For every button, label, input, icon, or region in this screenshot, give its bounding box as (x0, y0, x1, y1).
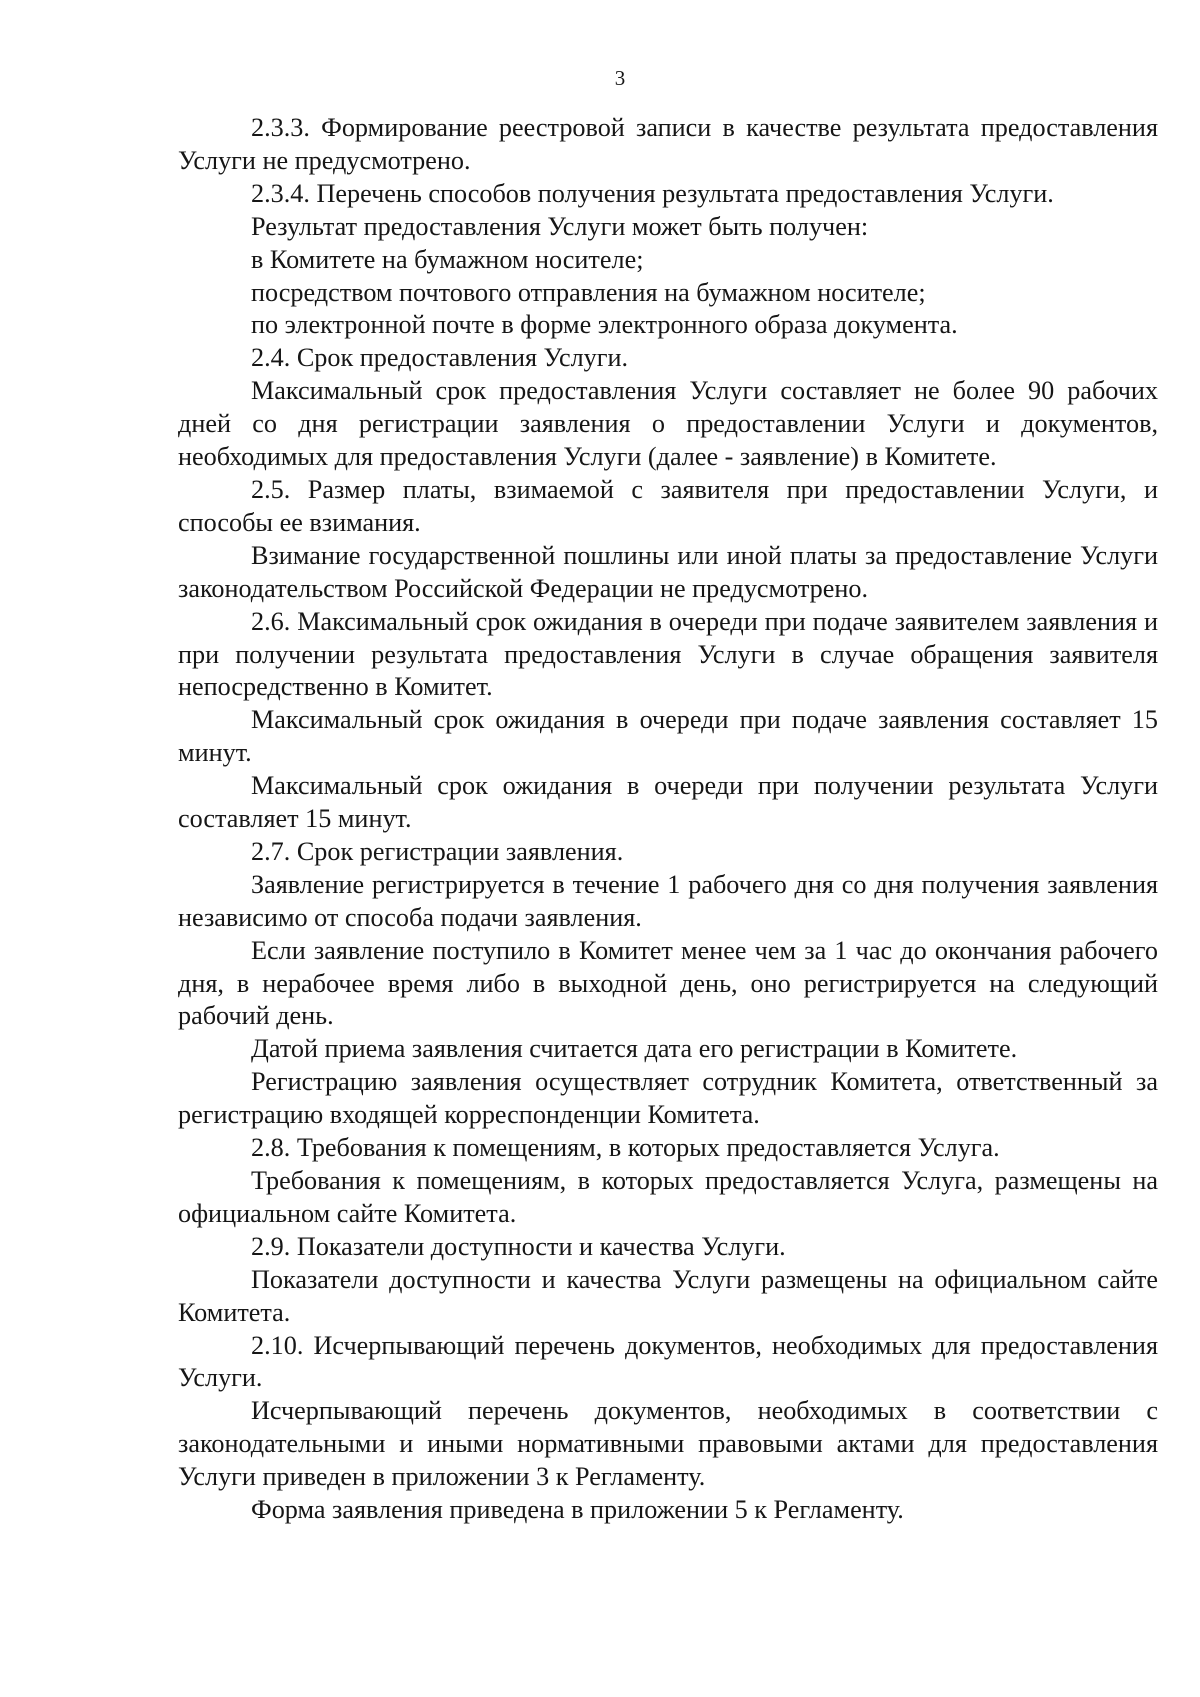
paragraph-registration-officer: Регистрацию заявления осуществляет сотрудник Комитета, ответственный за регистрацию входящей корреспонденции Комитета. (178, 1067, 1158, 1130)
paragraph-result-ways-intro: Результат предоставления Услуги может быть получен: (251, 211, 869, 241)
paragraph-acceptance-date: Датой приема заявления считается дата его регистрации в Комитете. (251, 1034, 1018, 1064)
paragraph-registration-term: Заявление регистрируется в течение 1 рабочего дня со дня получения заявления независимо от способа подачи заявления. (178, 869, 1158, 932)
paragraph-result-way-post: посредством почтового отправления на бумажном носителе; (251, 277, 926, 307)
paragraph-2-8: 2.8. Требования к помещениям, в которых предоставляется Услуга. (251, 1133, 1000, 1163)
paragraph-2-5: 2.5. Размер платы, взимаемой с заявителя при предоставлении Услуги, и способы ее взимания. (178, 474, 1158, 537)
paragraph-quality-indicators: Показатели доступности и качества Услуги размещены на официальном сайте Комитета. (178, 1264, 1158, 1327)
paragraph-2-10: 2.10. Исчерпывающий перечень документов, необходимых для предоставления Услуги. (178, 1330, 1158, 1393)
paragraph-2-3-3: 2.3.3. Формирование реестровой записи в качестве результата предоставления Услуги не предусмотрено. (178, 113, 1158, 175)
paragraph-2-4: 2.4. Срок предоставления Услуги. (251, 343, 629, 373)
document-body (178, 112, 1158, 1527)
paragraph-2-6: 2.6. Максимальный срок ожидания в очереди при подаче заявителем заявления и при получении результата предоставления Услуги в случае обращения заявителя непосредственно в Комитет. (178, 606, 1158, 702)
paragraph-documents-list: Исчерпывающий перечень документов, необходимых в соответствии с законодательными и иными нормативными правовыми актами для предоставления Услуги приведен в приложении 3 к Регламенту. (178, 1396, 1158, 1492)
paragraph-premises-requirements: Требования к помещениям, в которых предоставляется Услуга, размещены на официальном сайте Комитета. (178, 1166, 1158, 1228)
paragraph-application-form: Форма заявления приведена в приложении 5 к Регламенту. (251, 1495, 904, 1525)
paragraph-queue-submission: Максимальный срок ожидания в очереди при подаче заявления составляет 15 минут. (178, 705, 1158, 768)
paragraph-result-way-committee: в Комитете на бумажном носителе; (251, 244, 644, 274)
paragraph-max-term: Максимальный срок предоставления Услуги составляет не более 90 рабочих дней со дня регистрации заявления о предоставлении Услуги и документов, необходимых для предоставления Услуги (далее - заявление) в Комитете. (178, 376, 1158, 472)
paragraph-2-3-4: 2.3.4. Перечень способов получения результата предоставления Услуги. (251, 178, 1054, 208)
page-number: 3 (614, 66, 626, 90)
paragraph-result-way-email: по электронной почте в форме электронного образа документа. (251, 310, 958, 340)
paragraph-2-9: 2.9. Показатели доступности и качества Услуги. (251, 1231, 786, 1261)
paragraph-late-submission: Если заявление поступило в Комитет менее чем за 1 час до окончания рабочего дня, в нерабочее время либо в выходной день, оно регистрируется на следующий рабочий день. (178, 935, 1158, 1031)
paragraph-fee: Взимание государственной пошлины или иной платы за предоставление Услуги законодательством Российской Федерации не предусмотрено. (178, 540, 1158, 603)
paragraph-2-7: 2.7. Срок регистрации заявления. (251, 836, 624, 866)
paragraph-queue-result: Максимальный срок ожидания в очереди при получении результата Услуги составляет 15 минут. (178, 771, 1158, 834)
